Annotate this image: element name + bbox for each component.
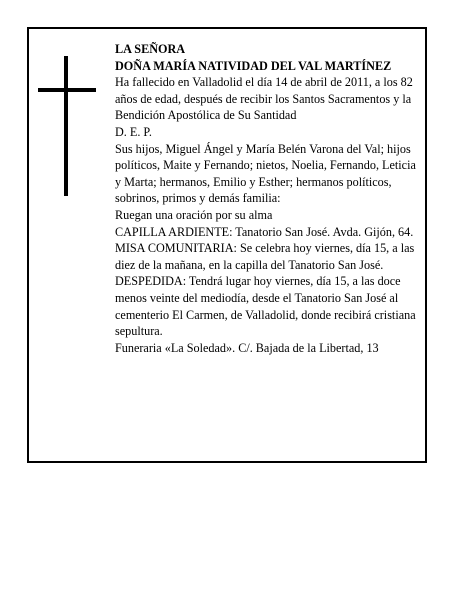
cross-vertical-bar [64, 56, 68, 196]
rip-line: D. E. P. [115, 124, 152, 139]
obituary-text [115, 41, 420, 356]
deceased-name: DOÑA MARÍA NATIVIDAD DEL VAL MARTÍNEZ [115, 58, 392, 73]
death-notice: Ha fallecido en Valladolid el día 14 de abril de 2011, a los 82 años de edad, después de recibir los Santos Sacramentos y la Bendición Apostólica de Su Santidad [115, 75, 413, 123]
funeral-home: Funeraria «La Soledad». C/. Bajada de la Libertad, 13 [115, 340, 379, 355]
prayer-request: Ruegan una oración por su alma [115, 207, 273, 222]
farewell-info: DESPEDIDA: Tendrá lugar hoy viernes, día 15, a las doce menos veinte del mediodía, desde el Tanatorio San José al cementerio El Carmen, de Valladolid, donde recibirá cristiana sepultura. [115, 274, 416, 339]
mass-info: MISA COMUNITARIA: Se celebra hoy viernes, día 15, a las diez de la mañana, en la capilla del Tanatorio San José. [115, 241, 415, 272]
obituary-title: LA SEÑORA [115, 42, 186, 56]
family-list: Sus hijos, Miguel Ángel y María Belén Varona del Val; hijos políticos, Maite y Fernando; nietos, Noelia, Fernando, Leticia y Marta; hermanos, Emilio y Esther; hermanos políticos, sobrinos, primos y demás familia: [115, 141, 416, 206]
cross-horizontal-bar [38, 88, 96, 92]
chapel-info: CAPILLA ARDIENTE: Tanatorio San José. Avda. Gijón, 64. [115, 224, 414, 239]
